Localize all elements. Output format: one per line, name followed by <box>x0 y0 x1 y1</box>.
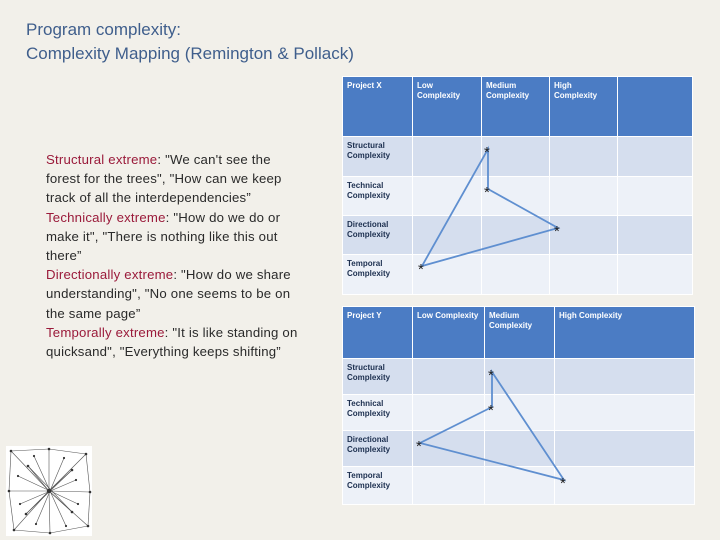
project-y-marker-structural: * <box>488 367 494 384</box>
project-x-header-project: Project X <box>343 77 413 137</box>
project-x-header-high: High Complexity <box>550 77 618 137</box>
project-x-row-temporal: Temporal Complexity <box>343 255 413 295</box>
technical-label: Technically extreme <box>46 209 166 225</box>
project-y-marker-directional: * <box>416 438 422 455</box>
temporal-body: : "It is like standing on quicksand", "Everything keeps shifting” <box>46 324 298 360</box>
project-y-marker-temporal: * <box>560 475 566 492</box>
project-x-row-directional: Directional Complexity <box>343 216 413 255</box>
project-y-header-project: Project Y <box>343 307 413 359</box>
project-x-row-technical: Technical Complexity <box>343 177 413 216</box>
project-x-marker-directional: * <box>554 223 560 240</box>
structural-body: : "We can't see the forest for the trees", "How can we keep track of all the interdependencies” <box>46 152 282 206</box>
directional-label: Directionally extreme <box>46 267 174 283</box>
complexity-descriptions <box>46 150 302 361</box>
project-y-table <box>342 306 695 505</box>
project-y-row-temporal: Temporal Complexity <box>343 467 413 505</box>
project-x-header-blank <box>618 77 693 137</box>
slide-title <box>26 18 354 66</box>
project-x-marker-structural: * <box>484 144 490 161</box>
slide-title-line2: Complexity Mapping (Remington & Pollack) <box>26 44 354 63</box>
network-graphic <box>6 446 92 536</box>
project-x-marker-technical: * <box>484 184 490 201</box>
technical-body: : "How do we do or make it", "There is nothing like this out there” <box>46 209 281 264</box>
project-x-marker-temporal: * <box>418 261 424 278</box>
project-y-row-directional: Directional Complexity <box>343 431 413 467</box>
project-y-row-structural: Structural Complexity <box>343 359 413 395</box>
slide-title-line1: Program complexity: <box>26 20 181 39</box>
project-x-header-medium: Medium Complexity <box>482 77 550 137</box>
project-y-marker-technical: * <box>488 402 494 419</box>
project-x-header-low: Low Complexity <box>413 77 482 137</box>
project-y-header-medium: Medium Complexity <box>485 307 555 359</box>
project-y-header-low: Low Complexity <box>413 307 485 359</box>
project-x-row-structural: Structural Complexity <box>343 137 413 177</box>
directional-body: : "How do we share understanding", "No one seems to be on the same page” <box>46 267 291 321</box>
project-y-row-technical: Technical Complexity <box>343 395 413 431</box>
project-x-map <box>342 76 692 294</box>
project-y-header-high: High Complexity <box>555 307 695 359</box>
temporal-label: Temporally extreme <box>46 324 165 340</box>
structural-label: Structural extreme <box>46 152 158 167</box>
project-y-map <box>342 306 694 504</box>
project-x-table <box>342 76 693 295</box>
